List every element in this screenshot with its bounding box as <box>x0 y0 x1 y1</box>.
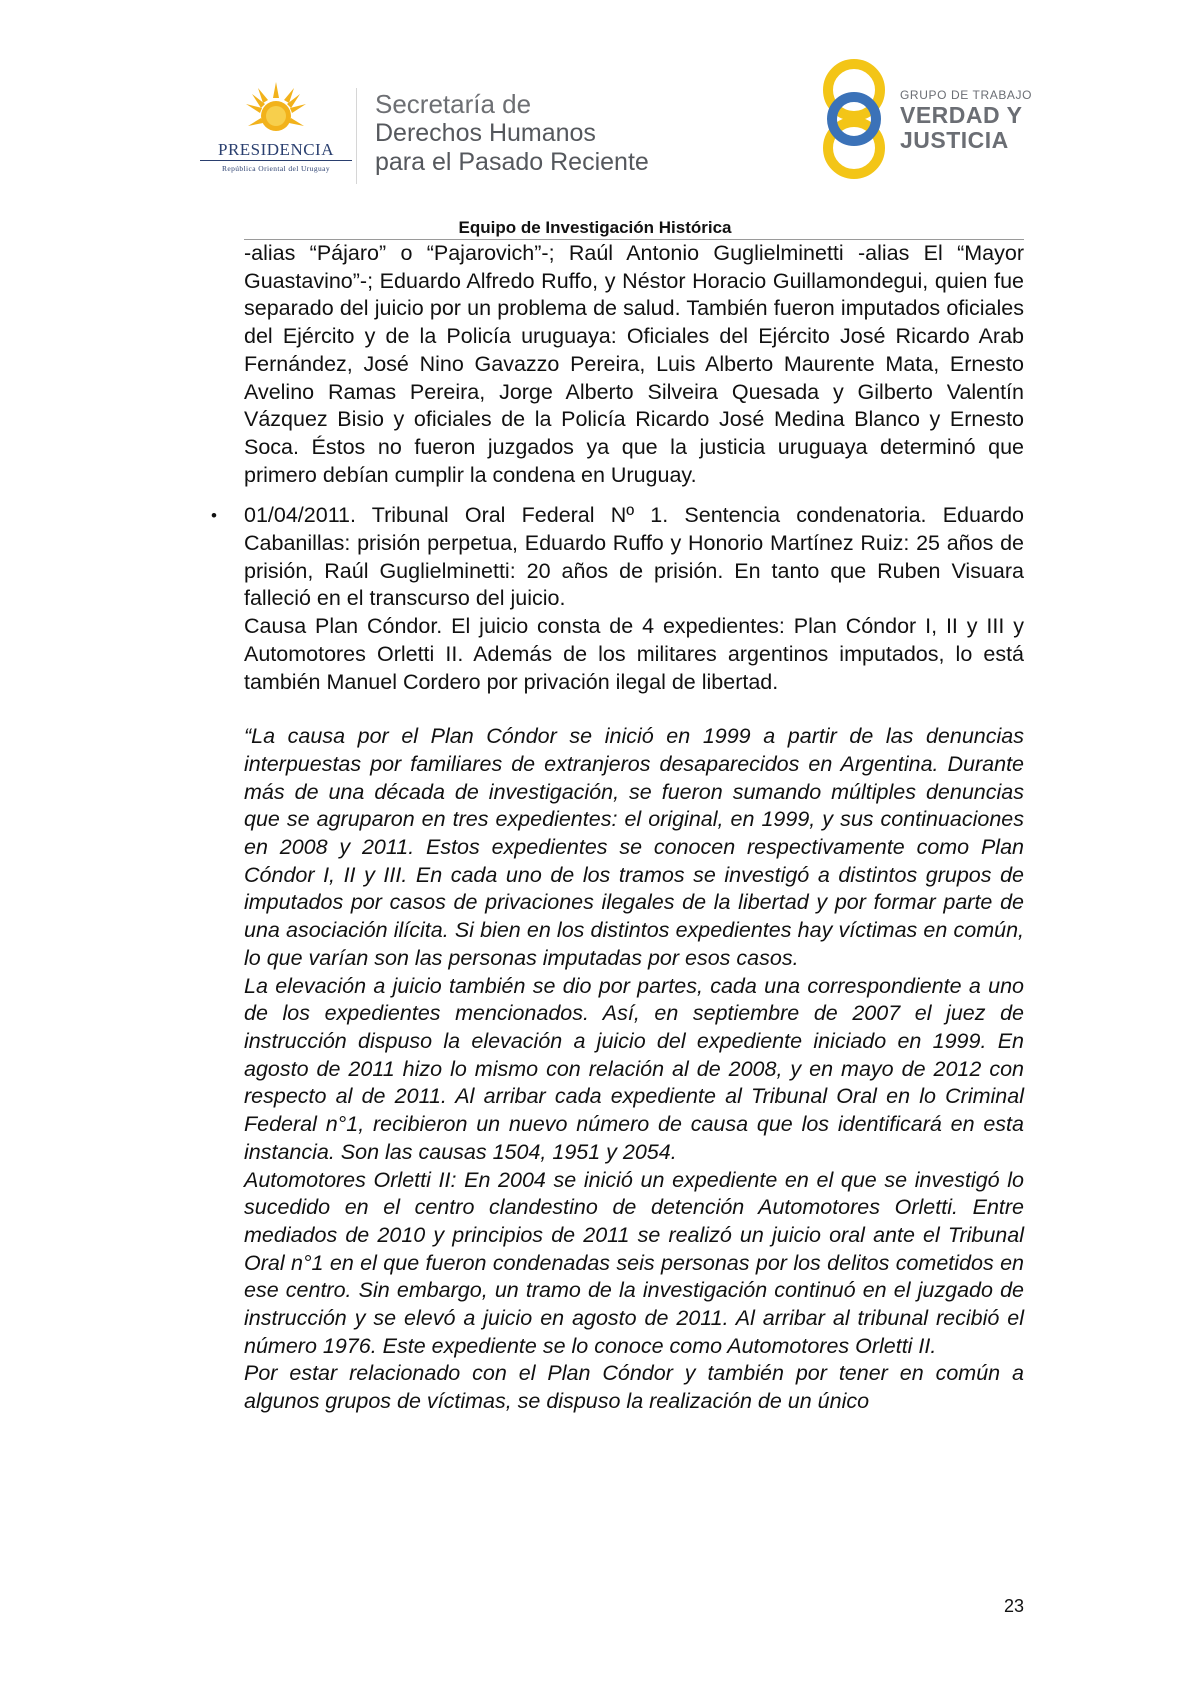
secretaria-line3: para el Pasado Reciente <box>375 148 649 176</box>
secretaria-line1: Secretaría de <box>375 89 532 119</box>
paragraph-accused: -alias “Pájaro” o “Pajarovich”-; Raúl Antonio Guglielminetti -alias El “Mayor Guastavino”-; Eduardo Alfredo Ruffo, y Néstor Horacio Guillamondegui, quien fue separado del juicio por un problema de salud. También fueron imputados oficiales del Ejército y de la Policía uruguaya: Oficiales del Ejército José Ricardo Arab Fernández, José Nino Gavazzo Pereira, Luis Alberto Maurente Mata, Ernesto Avelino Ramas Pereira, Jorge Alberto Silveira Quesada y Gilberto Valentín Vázquez Bisio y oficiales de la Policía Ricardo José Medina Blanco y Ernesto Soca. Éstos no fueron juzgados ya que la justicia uruguaya determinó que primero debían cumplir la condena en Uruguay. <box>244 241 1024 487</box>
quote-paragraph-1: “La causa por el Plan Cóndor se inició en 1999 a partir de las denuncias interpuestas por familiares de extranjeros desaparecidos en Argentina. Durante más de una década de investigación, se fueron sumando múltiples denuncias que se agruparon en tres expedientes: el original, en 1999, y sus continuaciones en 2008 y 2011. Estos expedientes se conocen respectivamente como Plan Cóndor I, II y III. En cada uno de los tramos se investigó a distintos grupos de imputados por casos de privaciones ilegales de la libertad y por formar parte de una asociación ilícita. Si bien en los distintos expedientes hay víctimas en común, lo que varían son las personas imputadas por esos casos. <box>244 724 1024 970</box>
bullet-icon: • <box>211 506 217 526</box>
presidencia-subtitle: República Oriental del Uruguay <box>221 164 330 173</box>
grupo-line2: VERDAD Y <box>900 102 1023 128</box>
presidencia-title: PRESIDENCIA <box>217 140 334 159</box>
quote-paragraph-3: Automotores Orletti II: En 2004 se inició un expediente en el que se investigó lo sucedido en el centro clandestino de detención Automotores Orletti. Entre mediados de 2010 y principios de 2011 se realizó un juicio oral ante el Tribunal Oral n°1 en el que fueron condenadas seis personas por los delitos cometidos en ese centro. Sin embargo, un tramo de la investigación continuó en el juzgado de instrucción y se elevó a juicio en agosto de 2011. Al arribar al tribunal recibió el número 1976. Este expediente se lo conoce como Automotores Orletti II. <box>244 1167 1024 1358</box>
secretaria-line2: Derechos Humanos <box>375 119 596 147</box>
logo-divider <box>356 88 357 184</box>
bullet-item-sentence <box>211 502 1024 613</box>
sun-icon <box>244 80 308 144</box>
team-title: Equipo de Investigación Histórica <box>458 218 732 237</box>
verdad-justicia-rings-icon <box>818 56 890 182</box>
page-body <box>211 240 1024 1416</box>
presidencia-logo <box>196 80 356 180</box>
verdad-justicia-text <box>900 88 1032 152</box>
page-header <box>0 0 1190 240</box>
grupo-line3: JUSTICIA <box>900 127 1009 153</box>
quote-paragraph-4: Por estar relacionado con el Plan Cóndor y también por tener en común a algunos grupos de víctimas, se dispuso la realización de un único <box>244 1361 1024 1414</box>
bullet-text: 01/04/2011. Tribunal Oral Federal Nº 1. Sentencia condenatoria. Eduardo Cabanillas: prisión perpetua, Eduardo Ruffo y Honorio Martínez Ruiz: 25 años de prisión, Raúl Guglielminetti: 20 años de prisión. En tanto que Ruben Visuara falleció en el transcurso del juicio. <box>244 503 1024 611</box>
quote-paragraph-2: La elevación a juicio también se dio por partes, cada una correspondiente a uno de los expedientes mencionados. Así, en septiembre de 2007 el juez de instrucción dispuso la elevación a juicio del expediente iniciado en 1999. En agosto de 2011 hizo lo mismo con relación al de 2008, y en mayo de 2012 con respecto al de 2011. Al arribar cada expediente al Tribunal Oral en lo Criminal Federal n°1, recibieron un nuevo número de causa que los identificará en esta instancia. Son las causas 1504, 1951 y 2054. <box>244 973 1024 1164</box>
grupo-line1: GRUPO DE TRABAJO <box>900 88 1033 102</box>
presidencia-rule <box>200 160 352 161</box>
page-number: 23 <box>1003 1596 1024 1616</box>
secretaria-logo-text <box>375 90 649 177</box>
paragraph-causa-plan-condor: Causa Plan Cóndor. El juicio consta de 4 expedientes: Plan Cóndor I, II y III y Automotores Orletti II. Además de los militares argentinos imputados, lo está también Manuel Cordero por privación ilegal de libertad. <box>244 614 1024 694</box>
